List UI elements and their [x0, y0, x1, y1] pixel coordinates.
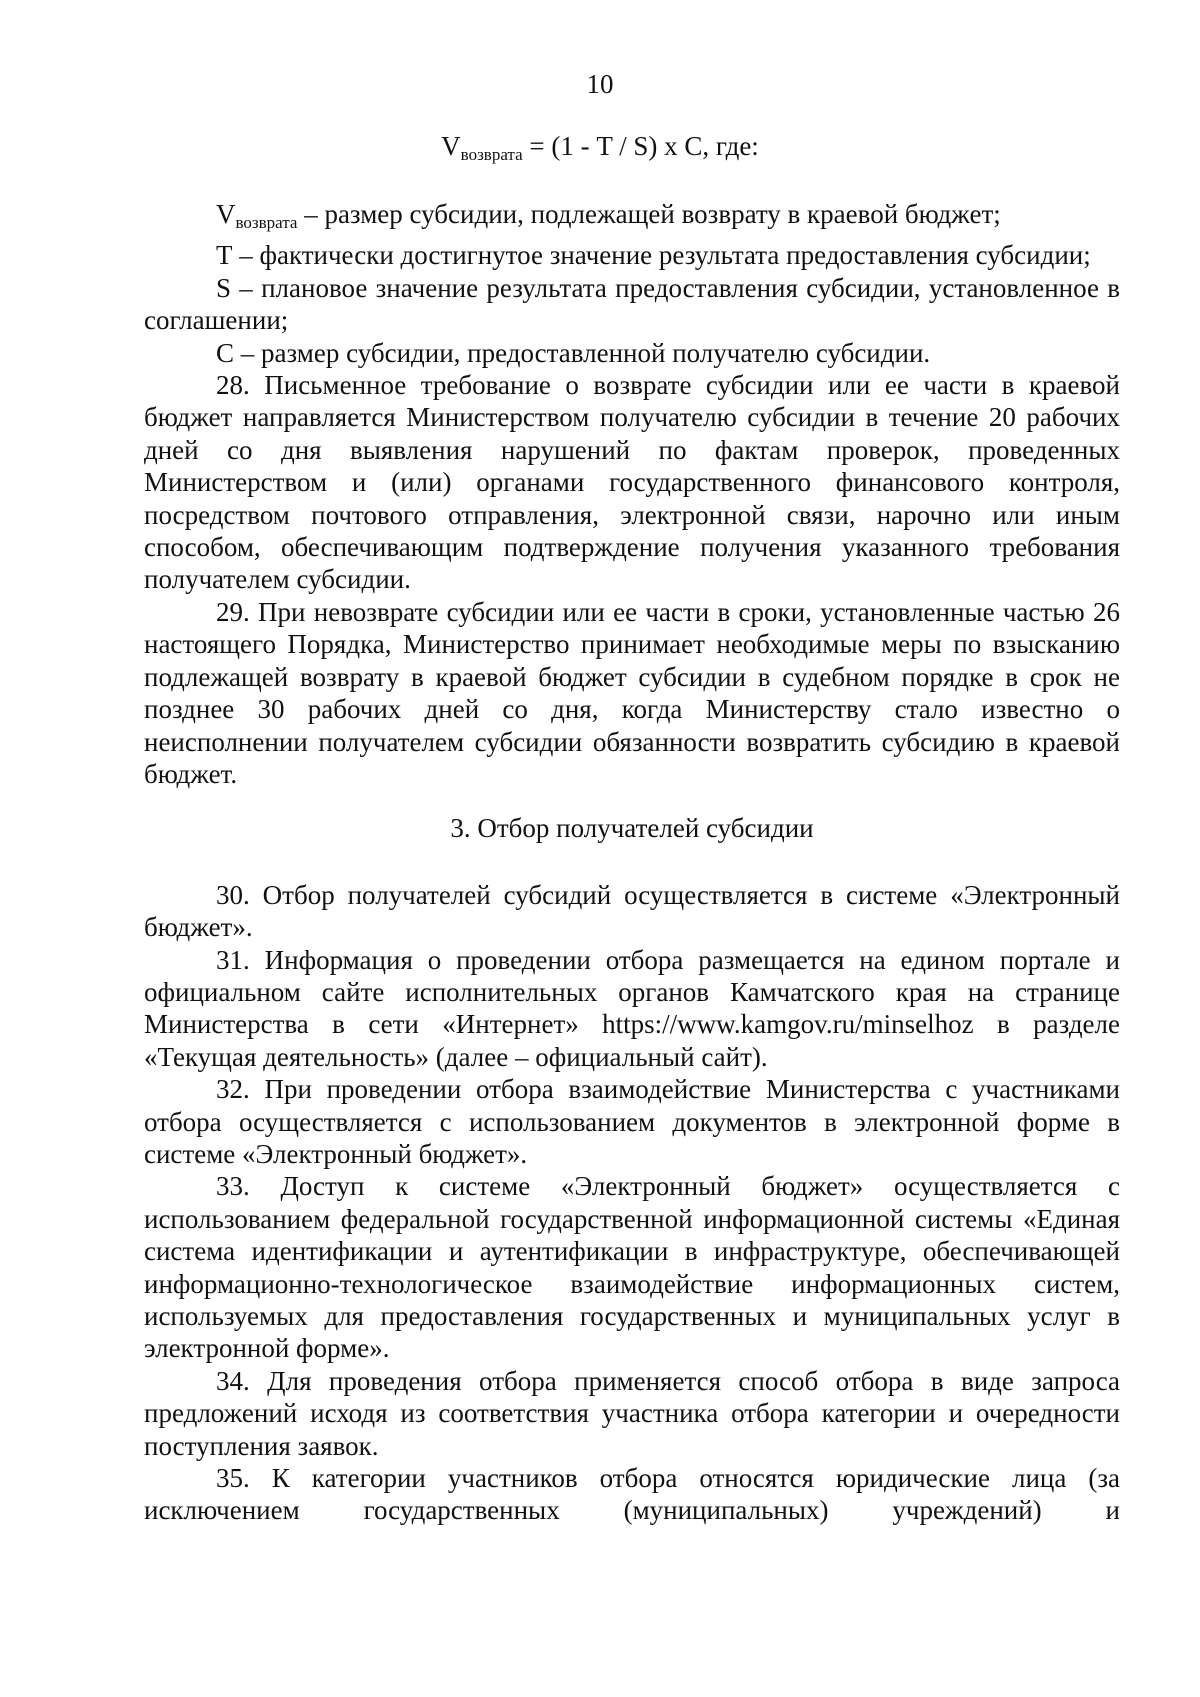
formula	[0, 130, 1200, 171]
definition-v-text: – размер субсидии, подлежащей возврату в краевой бюджет;	[297, 199, 1001, 229]
definition-c: С – размер субсидии, предоставленной получателю субсидии.	[216, 337, 931, 368]
definition-t: Т – фактически достигнутое значение результата предоставления субсидии;	[216, 240, 1091, 271]
formula-var: V	[441, 131, 461, 161]
page-number: 10	[586, 69, 614, 99]
paragraph-32: 32. При проведении отбора взаимодействие Министерства с участниками отбора осуществляется с использованием документов в электронной форме в системе «Электронный бюджет».	[144, 1074, 1120, 1169]
paragraph-30: 30. Отбор получателей субсидий осуществляется в системе «Электронный бюджет».	[144, 879, 1120, 943]
paragraph-33: 33. Доступ к системе «Электронный бюджет» осуществляется с использованием федеральной государственной информационной системы «Единая система идентификации и аутентификации в инфраструктуре, обеспечивающей информационно-технологическое взаимодействие информационных систем, используемых для предоставления государственных и муниципальных услуг в электронной форме».	[144, 1171, 1120, 1364]
definition-v	[144, 198, 1120, 239]
paragraph-28: 28. Письменное требование о возврате субсидии или ее части в краевой бюджет направляется Министерством получателю субсидии в течение 20 рабочих дней со дня выявления нарушений по фактам проверок, проведенных Министерством и (или) органами государственного финансового контроля, посредством почтового отправления, электронной связи, нарочно или иным способом, обеспечивающим подтверждение получения указанного требования получателем субсидии.	[144, 370, 1120, 595]
paragraph-29: 29. При невозврате субсидии или ее части в сроки, установленные частью 26 настоящего Порядка, Министерство принимает необходимые меры по взысканию подлежащей возврату в краевой бюджет субсидии в судебном порядке в срок не позднее 30 рабочих дней со дня, когда Министерству стало известно о неисполнении получателем субсидии обязанности возвратить субсидию в краевой бюджет.	[144, 596, 1120, 789]
formula-expression: = (1 - T / S) x C, где:	[522, 131, 759, 161]
definition-v-var: V	[216, 199, 236, 229]
definition-v-subscript: возврата	[235, 213, 298, 232]
formula-subscript: возврата	[460, 145, 523, 164]
definition-s: S – плановое значение результата предоставления субсидии, установленное в соглашении;	[144, 272, 1120, 336]
paragraph-31: 31. Информация о проведении отбора размещается на едином портале и официальном сайте исполнительных органов Камчатского края на странице Министерства в сети «Интернет» https://www.kamgov.ru/minselhoz в разделе «Текущая деятельность» (далее – официальный сайт).	[144, 944, 1120, 1072]
paragraph-35: 35. К категории участников отбора относятся юридические лица (за исключением государственных (муниципальных) учреждений) и	[144, 1463, 1120, 1526]
paragraph-34: 34. Для проведения отбора применяется способ отбора в виде запроса предложений исходя из соответствия участника отбора категории и очередности поступления заявок.	[144, 1365, 1120, 1461]
document-body	[144, 198, 1120, 1527]
section-title: 3. Отбор получателей субсидии	[450, 813, 814, 844]
